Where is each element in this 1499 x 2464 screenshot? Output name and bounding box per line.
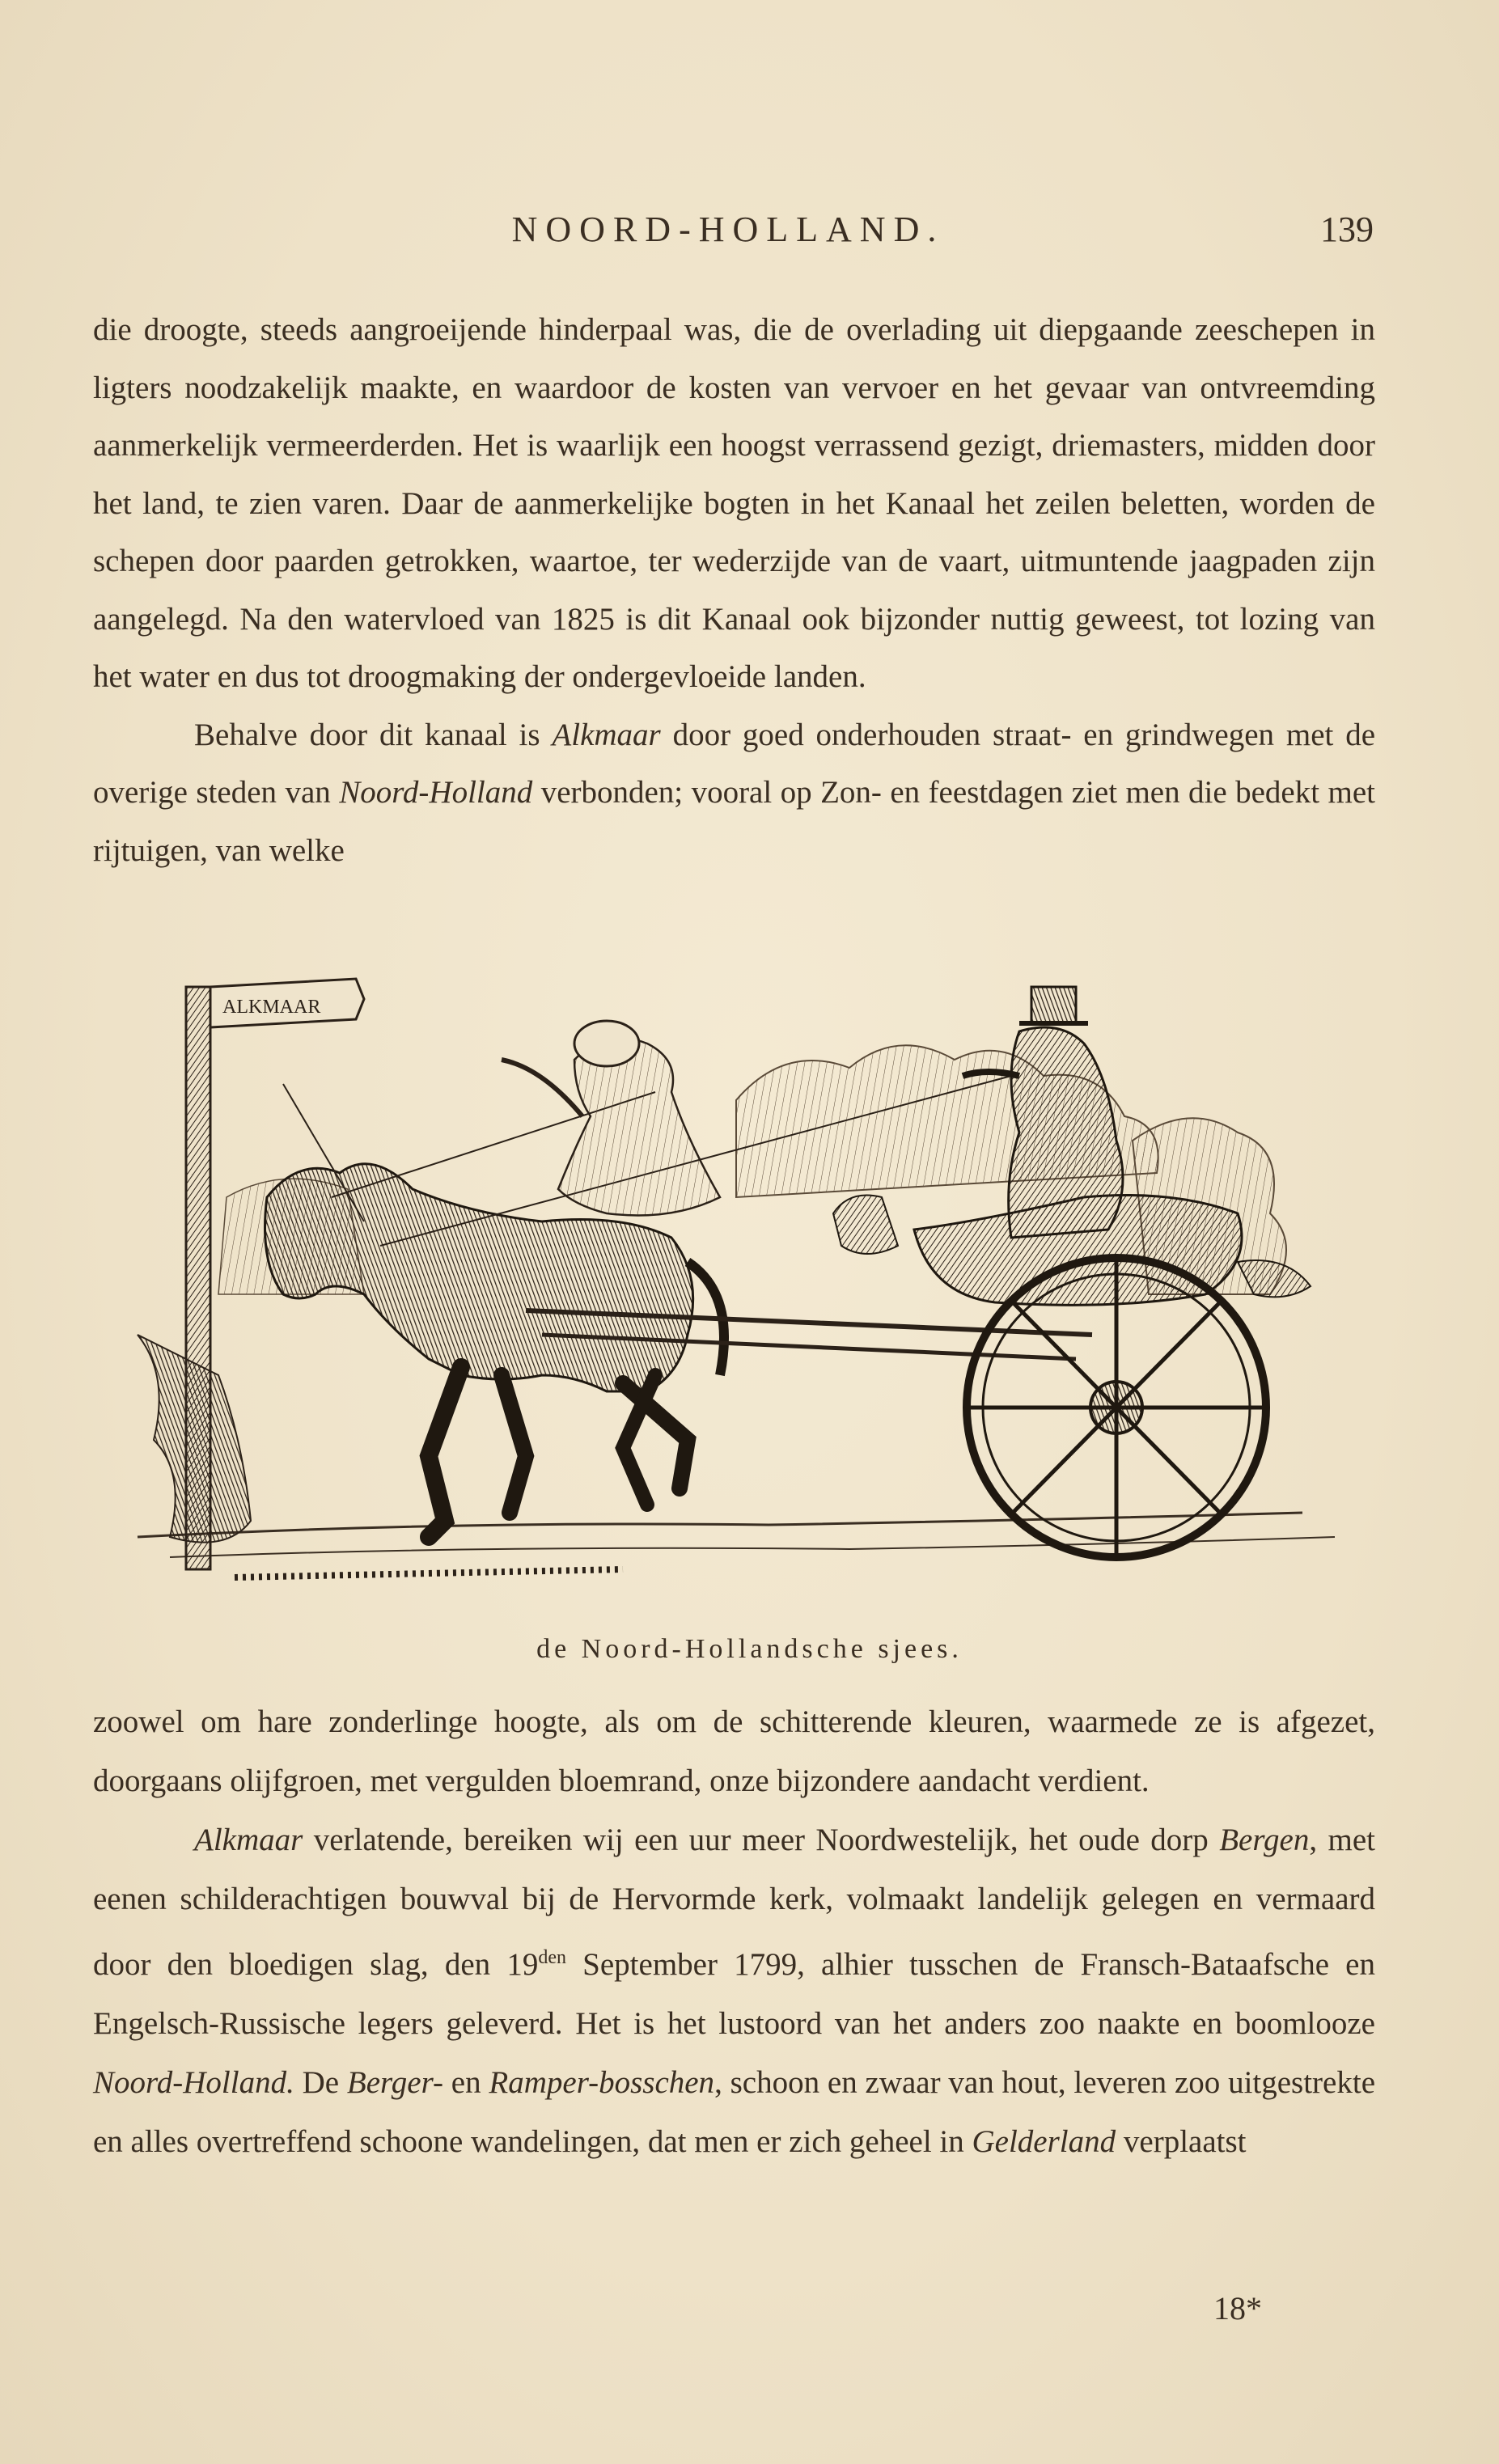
page-number: 139 [1320,210,1374,249]
carriage-engraving [121,955,1367,1602]
italic-place-name: Noord-Holland. [93,2065,294,2100]
italic-place-name: Gelderland [972,2124,1116,2159]
text-run: Behalve door dit kanaal is [194,717,553,752]
woman-figure [502,1021,720,1216]
signature-mark: 18* [1213,2290,1262,2326]
italic-place-name: Berger- [346,2065,443,2100]
paragraph [93,1692,1375,1810]
italic-place-name: Alkmaar [552,717,661,752]
text-run: De [294,2065,347,2100]
paragraph [93,706,1375,880]
illustration-caption: de Noord-Hollandsche sjees. [536,1634,963,1664]
text-run: , met eenen schilderachtigen bouwval bij de Hervormde kerk, volmaakt landelijk gelegen en vermaard door den bloedigen slag, den 19 [93,1823,1376,1982]
paragraph [93,1810,1375,2171]
italic-place-name: Bergen [1219,1823,1310,1857]
text-run: verplaatst [1116,2124,1247,2159]
italic-place-name: Noord-Holland [339,775,533,810]
text-run: verbonden; vooral op Zon- en feestdagen ziet men die bedekt met rijtuigen, van welke [93,775,1375,868]
italic-place-name: Ramper-bosschen [489,2065,715,2100]
ordinal-superscript: den [538,1947,566,1968]
paragraph [93,301,1375,706]
body-text-bottom [93,1692,1375,2171]
body-text-top [93,301,1375,879]
text-run: , schoon en zwaar van hout, leveren zoo uitgestrekte en alles overtreffend schoone wandelingen, dat men er zich geheel in [93,2065,1376,2159]
signpost-label: ALKMAAR [222,997,321,1018]
text-run: door goed onderhouden straat- en grindwegen met de overige steden van [93,717,1376,810]
italic-place-name: Alkmaar [194,1823,303,1857]
text-run: die droogte, steeds aangroeijende hinderpaal was, die de overlading uit diepgaande zeeschepen in ligters noodzakelijk maakte, en waardoor de kosten van vervoer en het gevaar van ontvreemding aanmerkelijk vermeerderden. Het is waarlijk een hoogst verrassend gezigt, driemasters, midden door het land, te zien varen. Daar de aanmerkelijke bogten in het Kanaal het zeilen beletten, worden de schepen door paarden getrokken, waartoe, ter wederzijde van de vaart, uitmuntende jaagpaden zijn aangelegd. Na den watervloed van 1825 is dit Kanaal ook bijzonder nuttig geweest, tot lozing van het water en dus tot droogmaking der ondergevloeide landen. [93,312,1375,694]
text-run: verlatende, bereiken wij een uur meer Noordwestelijk, het oude dorp [303,1823,1220,1857]
sjees-carriage [833,1196,1311,1558]
text-run: zoowel om hare zonderlinge hoogte, als om de schitterende kleuren, waarmede ze is afgezet, doorgaans olijfgroen, met vergulden bloemrand, onze bijzondere aandacht verdient. [93,1704,1375,1798]
ground [138,1513,1335,1577]
text-run: September 1799, alhier tusschen de Fransch-Bataafsche en Engelsch-Russische legers geleverd. Het is het lustoord van het anders zoo naakte en boomlooze [93,1947,1375,2041]
page-header [0,209,1499,257]
running-title: NOORD-HOLLAND. [511,210,945,249]
horse [265,1164,725,1537]
text-run: en [443,2065,489,2100]
